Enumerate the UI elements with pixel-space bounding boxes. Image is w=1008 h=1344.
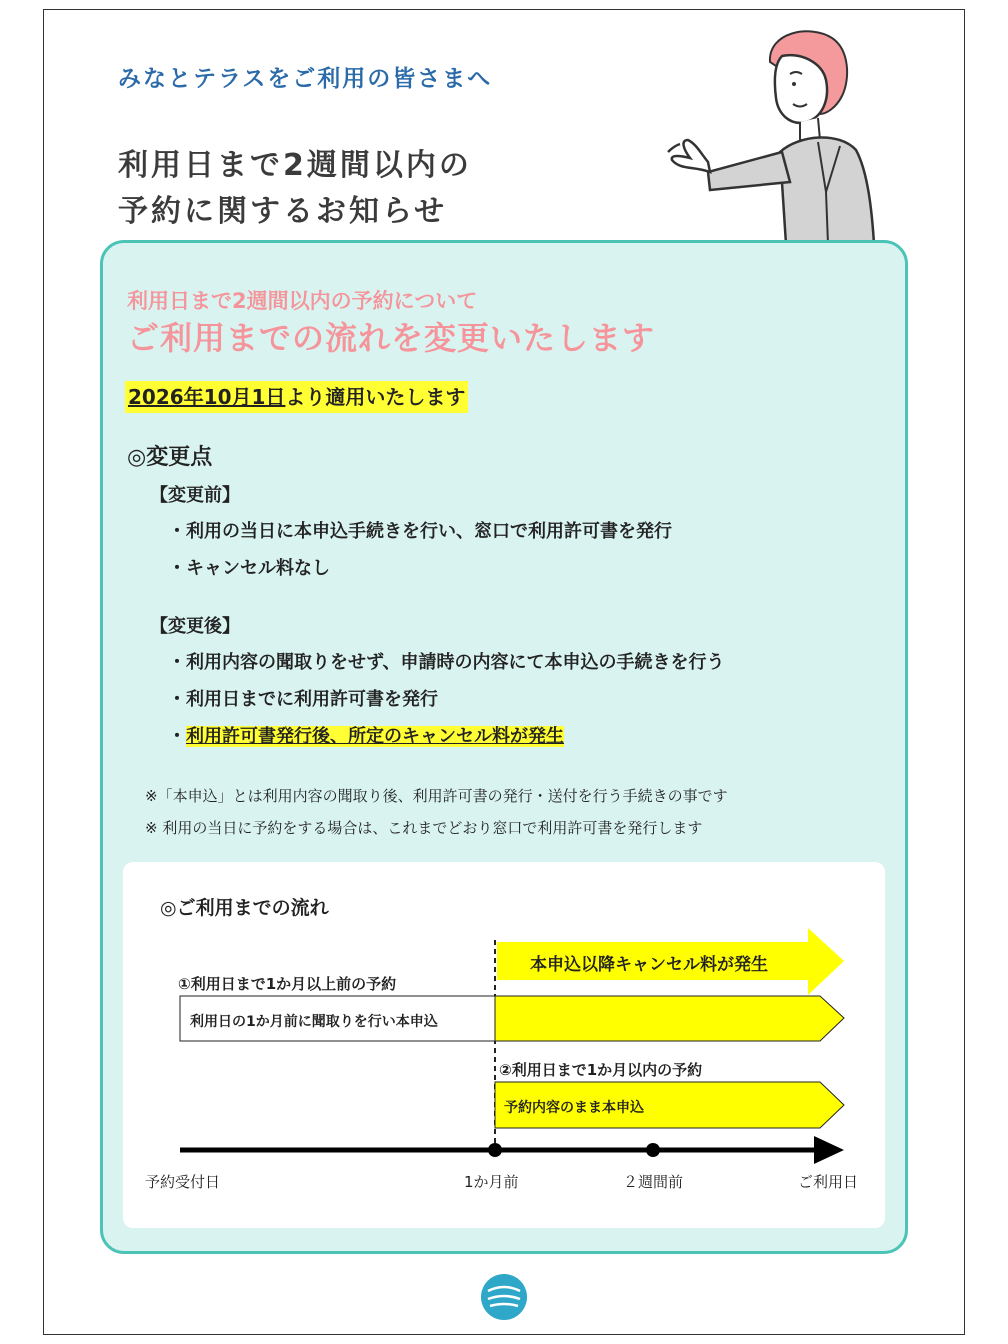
case2-label: ②利用日まで1か月以内の予約 (499, 1061, 703, 1079)
facility-logo-icon (480, 1273, 528, 1321)
title-line-1: 利用日まで2週間以内の (118, 148, 472, 183)
cancel-fee-highlight: 利用許可書発行後、所定のキャンセル料が発生 (186, 726, 564, 747)
case1-yellow-arrow (495, 996, 844, 1041)
case1-box-text: 利用日の1か月前に聞取りを行い本申込 (190, 1014, 438, 1030)
after-item-1: ・利用内容の聞取りをせず、申請時の内容にて本申込の手続きを行う (168, 652, 725, 673)
before-label: 【変更前】 (150, 485, 240, 506)
after-label: 【変更後】 (150, 616, 240, 637)
greeting: みなとテラスをご利用の皆さまへ (118, 66, 493, 92)
axis-label-reservation-date: 予約受付日 (145, 1173, 221, 1191)
axis-label-one-month: 1か月前 (464, 1173, 519, 1191)
axis-label-use-date: ご利用日 (798, 1173, 859, 1191)
apply-suffix: より適用いたします (285, 385, 466, 409)
case2-box-text: 予約内容のまま本申込 (504, 1100, 644, 1116)
timeline-arrowhead (814, 1136, 844, 1164)
after-item-3-bullet: ・ (168, 726, 186, 747)
change-heading: ◎変更点 (127, 445, 213, 470)
before-item-2: ・キャンセル料なし (168, 558, 330, 579)
lead-headline: ご利用までの流れを変更いたします (127, 319, 656, 357)
timeline-point-one-month (488, 1143, 502, 1157)
title-line-2: 予約に関するお知らせ (118, 194, 448, 229)
flow-heading: ◎ご利用までの流れ (160, 897, 329, 919)
axis-label-two-weeks: ２週間前 (623, 1173, 684, 1191)
before-item-1: ・利用の当日に本申込手続きを行い、窓口で利用許可書を発行 (168, 521, 672, 542)
note-1: ※「本申込」とは利用内容の聞取り後、利用許可書の発行・送付を行う手続きの事です (145, 787, 728, 805)
timeline-point-two-weeks (646, 1143, 660, 1157)
after-item-2: ・利用日までに利用許可書を発行 (168, 689, 438, 710)
lead-subtitle: 利用日まで2週間以内の予約について (127, 289, 478, 313)
cancel-arrow-label: 本申込以降キャンセル料が発生 (530, 955, 768, 975)
note-2: ※ 利用の当日に予約をする場合は、これまでどおり窓口で利用許可書を発行します (145, 819, 703, 837)
case1-label: ①利用日まで1か月以上前の予約 (178, 975, 397, 993)
apply-date: 2026年10月1日 (128, 385, 286, 409)
